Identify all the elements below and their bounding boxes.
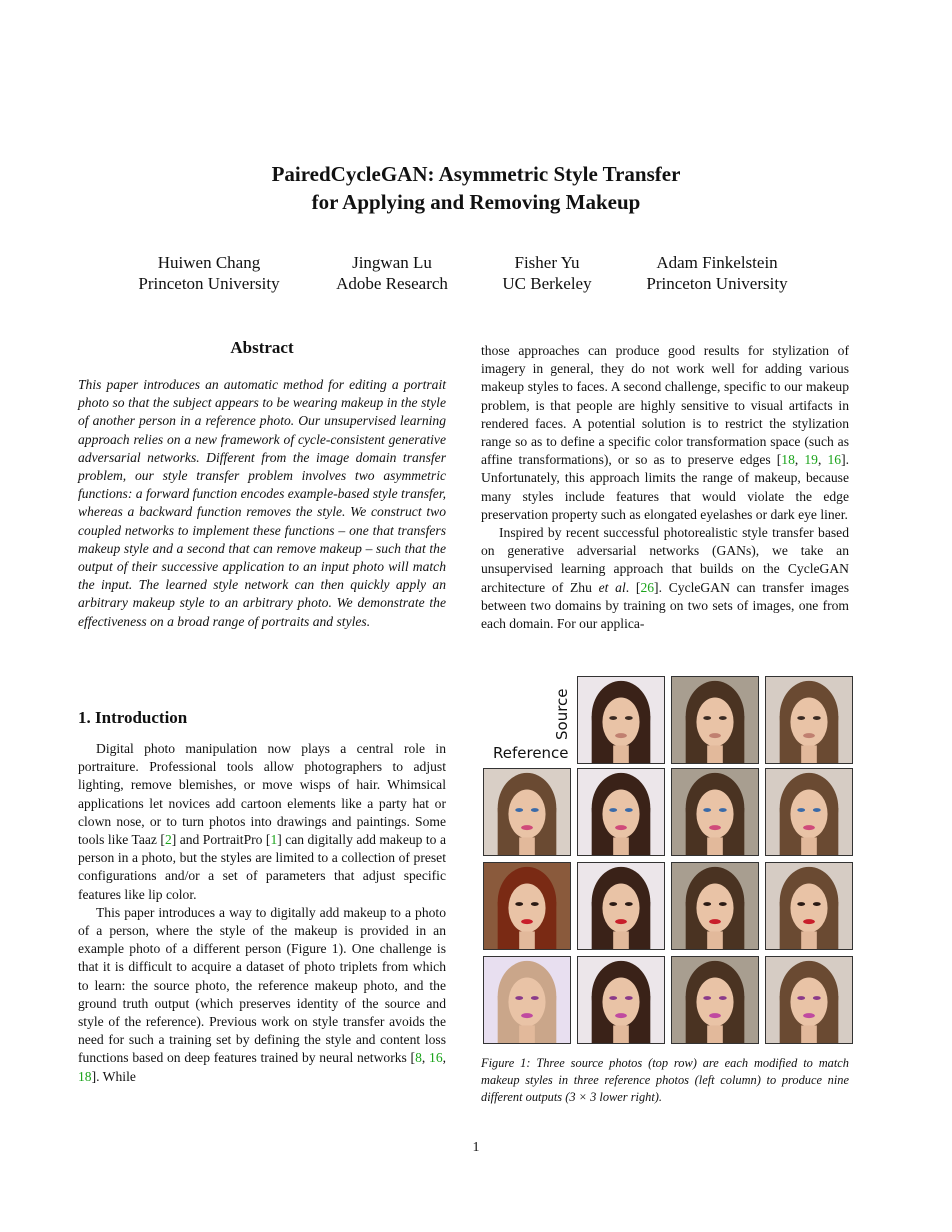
intro-paragraph-2: This paper introduces a way to digitally add makeup to a photo of a person, where the style of the makeup is provided in an example photo of a different person (Figure 1). One challenge is that it is difficult to acquire a dataset of photo triplets from which to learn: the source photo, the reference makeup photo, and the ground truth output (which preserves identity of the source and style of the reference). Previous work on style transfer avoids the need for such a training set by defining the style and content loss functions based on deep features trained by neural networks [8, 16, 18]. While [78, 904, 447, 1084]
output-photo [765, 956, 853, 1044]
author-affiliation: UC Berkeley [502, 274, 592, 293]
paper-title [0, 160, 952, 216]
author-name: Adam Finkelstein [656, 253, 778, 272]
output-photo [671, 768, 759, 856]
author-affiliation: Princeton University [138, 274, 280, 293]
author-name: Fisher Yu [514, 253, 580, 272]
page-number: 1 [472, 1140, 480, 1155]
author-name: Jingwan Lu [352, 253, 432, 272]
citation-link[interactable]: 18 [781, 452, 795, 468]
citation-link[interactable]: 8 [415, 1050, 422, 1066]
author-affiliation: Princeton University [646, 274, 788, 293]
citation-link[interactable]: 16 [429, 1050, 443, 1066]
output-photo [577, 862, 665, 950]
reference-photo [483, 956, 571, 1044]
output-photo [577, 956, 665, 1044]
citation-link[interactable]: 18 [78, 1068, 92, 1084]
output-photo [765, 862, 853, 950]
citation-link[interactable]: 1 [270, 832, 278, 848]
right-paragraph-2: Inspired by recent successful photorealistic style transfer based on generative adversarial networks (GANs), we take an unsupervised learning approach that builds on the CycleGAN architecture of Zhu et al. [26]. CycleGAN can transfer images between two domains by training on two sets of images, one from each domain. For our applica- [481, 525, 850, 632]
output-photo [577, 768, 665, 856]
abstract-heading: Abstract [230, 338, 294, 357]
source-photo [671, 676, 759, 764]
title-line-2: for Applying and Removing Makeup [311, 190, 641, 214]
intro-paragraph-1: Digital photo manipulation now plays a central role in portraiture. Professional tools allow photographers to adjust lighting, remove blemishes, or move wisps of hair. Whimsical applications let novices add cartoon elements like a party hat or clown nose, or to turn photos into drawings and paintings. Some tools like Taaz [2] and PortraitPro [1] can digitally add makeup to a person in a photo, but the styles are limited to a collection of preset configurations and/or a set of parameters that adjust specific features like lip color. [78, 741, 446, 902]
author-4 [607, 252, 827, 294]
figure-1 [481, 676, 857, 1050]
output-photo [671, 862, 759, 950]
source-photo [577, 676, 665, 764]
figure-caption: Figure 1: Three source photos (top row) are each modified to match makeup styles in three reference photos (left column) to produce nine different outputs (3 × 3 lower right). [481, 1056, 849, 1104]
abstract-text: This paper introduces an automatic method for editing a portrait photo so that the subject appears to be wearing makeup in the style of another person in a reference photo. Our unsupervised learning approach relies on a new framework of cycle-consistent generative adversarial networks. Different from the image domain transfer problem, our style transfer problem involves two asymmetric functions: a forward function encodes example-based style transfer, whereas a backward function removes the style. We construct two coupled networks to implement these functions – one that transfers makeup style and a second that can remove makeup – such that the output of their successive application to an input photo will match the input. The learned style network can then quickly apply an arbitrary makeup style to an arbitrary photo. We demonstrate the effectiveness on a broad range of portraits and styles. [78, 377, 446, 629]
intro-text [78, 740, 446, 1086]
citation-link[interactable]: 2 [164, 832, 172, 848]
reference-photo [483, 862, 571, 950]
author-affiliation: Adobe Research [336, 274, 448, 293]
source-label: Source [553, 688, 571, 740]
reference-photo [483, 768, 571, 856]
citation-link[interactable]: 26 [640, 579, 655, 595]
intro-heading: 1. Introduction [78, 708, 188, 727]
citation-link[interactable]: 16 [827, 452, 842, 468]
output-photo [765, 768, 853, 856]
output-photo [671, 956, 759, 1044]
title-line-1: PairedCycleGAN: Asymmetric Style Transfer [271, 162, 681, 186]
author-name: Huiwen Chang [157, 253, 261, 272]
reference-label: Reference [493, 744, 569, 762]
source-photo [765, 676, 853, 764]
right-column-text [481, 342, 849, 633]
citation-link[interactable]: 19 [804, 452, 818, 468]
right-paragraph-1: those approaches can produce good results for stylization of imagery in general, they do not work well for adding various makeup styles to faces. A second challenge, specific to our makeup problem, is that people are highly sensitive to visual artifacts in rendered faces. A potential solution is to restrict the stylization range so as to define a specific color transformation space (such as affine transformations), or so as to preserve edges [18, 19, 16]. Unfortunately, this approach limits the range of makeup, because many styles include features that would violate the edge preservation property such as elongated eyelashes or dark eye liner. [481, 343, 849, 522]
